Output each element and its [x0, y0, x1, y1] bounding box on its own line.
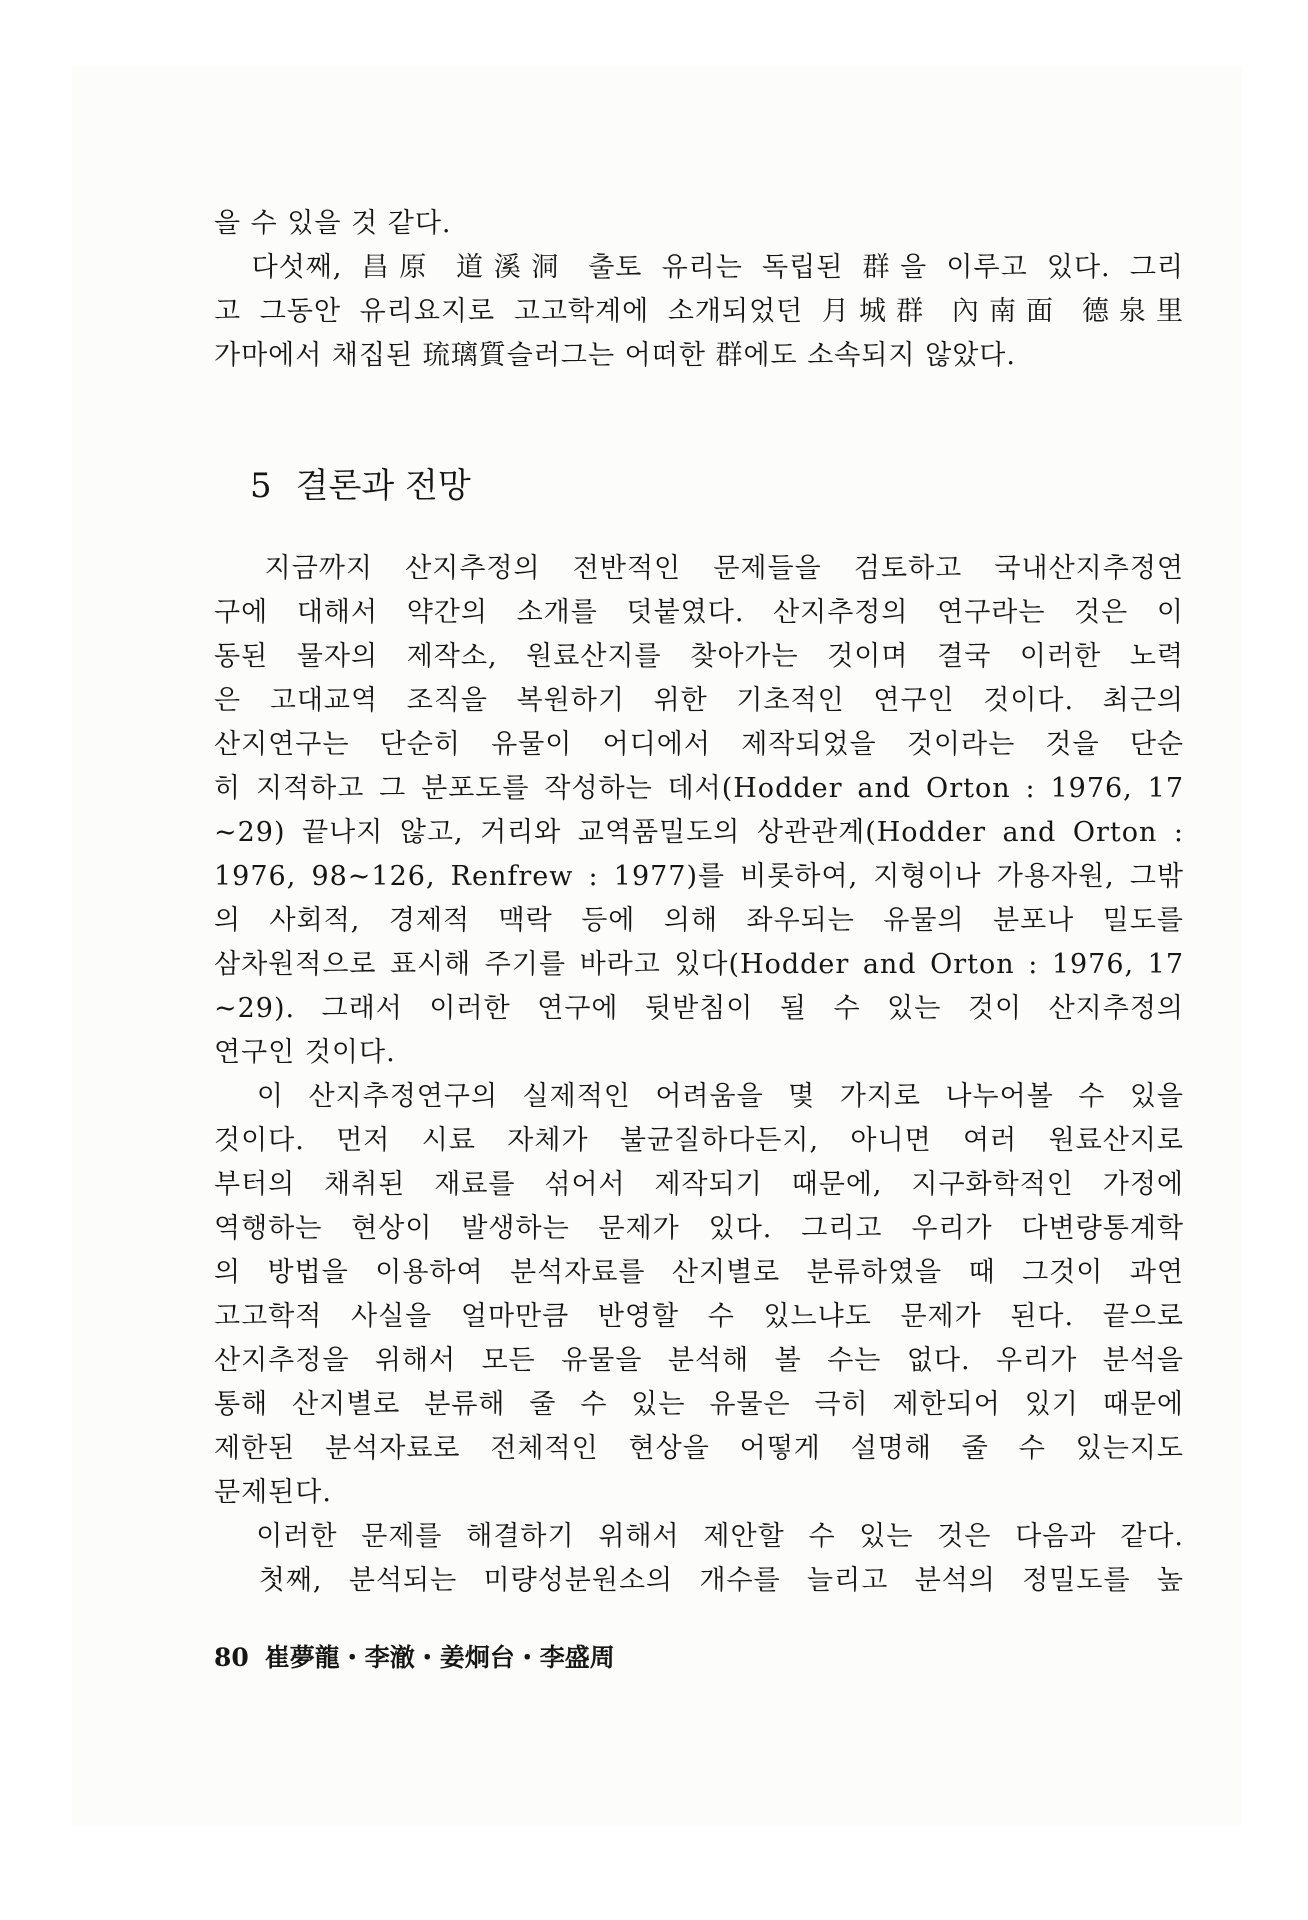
conclusion-body — [214, 547, 1184, 1603]
page-footer — [214, 1638, 615, 1678]
text-line: 은 고대교역 조직을 복원하기 위한 기초적인 연구인 것이다. 최근의 — [214, 685, 1184, 716]
text-line: 산지연구는 단순히 유물이 어디에서 제작되었을 것이라는 것을 단순 — [214, 729, 1184, 760]
text-line: 산지추정을 위해서 모든 유물을 분석해 볼 수는 없다. 우리가 분석을 — [214, 1345, 1184, 1376]
text-line: 다섯째, 昌原 道溪洞 출토 유리는 독립된 群을 이루고 있다. 그리 — [214, 252, 1184, 283]
text-line: 고고학적 사실을 얼마만큼 반영할 수 있느냐도 문제가 된다. 끝으로 — [214, 1301, 1184, 1332]
text-line: 동된 물자의 제작소, 원료산지를 찾아가는 것이며 결국 이러한 노력 — [214, 641, 1184, 672]
text-line: 1976, 98~126, Renfrew : 1977)를 비롯하여, 지형이나 가용자원, 그밖 — [214, 861, 1184, 892]
text-line: 제한된 분석자료로 전체적인 현상을 어떻게 설명해 줄 수 있는지도 — [214, 1433, 1184, 1464]
text-line: 구에 대해서 약간의 소개를 덧붙였다. 산지추정의 연구라는 것은 이 — [214, 597, 1184, 628]
author-names: 崔夢龍・李澈・姜炯台・李盛周 — [264, 1643, 615, 1672]
text-line: 통해 산지별로 분류해 줄 수 있는 유물은 극히 제한되어 있기 때문에 — [214, 1389, 1184, 1420]
section-number: 5 — [250, 466, 272, 506]
section-heading — [250, 462, 471, 510]
text-line: 히 지적하고 그 분포도를 작성하는 데서(Hodder and Orton : 1976, 17 — [214, 773, 1184, 804]
text-line: 의 사회적, 경제적 맥락 등에 의해 좌우되는 유물의 분포나 밀도를 — [214, 905, 1184, 936]
text-line: ~29). 그래서 이러한 연구에 뒷받침이 될 수 있는 것이 산지추정의 — [214, 993, 1184, 1024]
text-line: 첫째, 분석되는 미량성분원소의 개수를 늘리고 분석의 정밀도를 높 — [214, 1565, 1184, 1596]
text-line: 부터의 채취된 재료를 섞어서 제작되기 때문에, 지구화학적인 가정에 — [214, 1169, 1184, 1200]
text-line: 이러한 문제를 해결하기 위해서 제안할 수 있는 것은 다음과 같다. — [214, 1521, 1184, 1552]
previous-section-paragraph — [214, 202, 1184, 378]
text-line: 삼차원적으로 표시해 주기를 바라고 있다(Hodder and Orton : 1976, 17 — [214, 949, 1184, 980]
text-line: 이 산지추정연구의 실제적인 어려움을 몇 가지로 나누어볼 수 있을 — [214, 1081, 1184, 1112]
text-line: 문제된다. — [214, 1477, 332, 1508]
section-title-text: 결론과 전망 — [295, 466, 471, 506]
text-line: 의 방법을 이용하여 분석자료를 산지별로 분류하였을 때 그것이 과연 — [214, 1257, 1184, 1288]
page-number: 80 — [214, 1643, 249, 1672]
text-line: 지금까지 산지추정의 전반적인 문제들을 검토하고 국내산지추정연 — [214, 553, 1184, 584]
text-line: 을 수 있을 것 같다. — [214, 208, 452, 239]
text-line: ~29) 끝나지 않고, 거리와 교역품밀도의 상관관계(Hodder and Orton : — [214, 817, 1184, 848]
text-line: 고 그동안 유리요지로 고고학계에 소개되었던 月城群 內南面 德泉里 — [214, 296, 1184, 327]
text-line: 것이다. 먼저 시료 자체가 불균질하다든지, 아니면 여러 원료산지로 — [214, 1125, 1184, 1156]
text-line: 가마에서 채집된 琉璃質슬러그는 어떠한 群에도 소속되지 않았다. — [214, 340, 1016, 371]
text-line: 역행하는 현상이 발생하는 문제가 있다. 그리고 우리가 다변량통계학 — [214, 1213, 1184, 1244]
text-line: 연구인 것이다. — [214, 1037, 396, 1068]
